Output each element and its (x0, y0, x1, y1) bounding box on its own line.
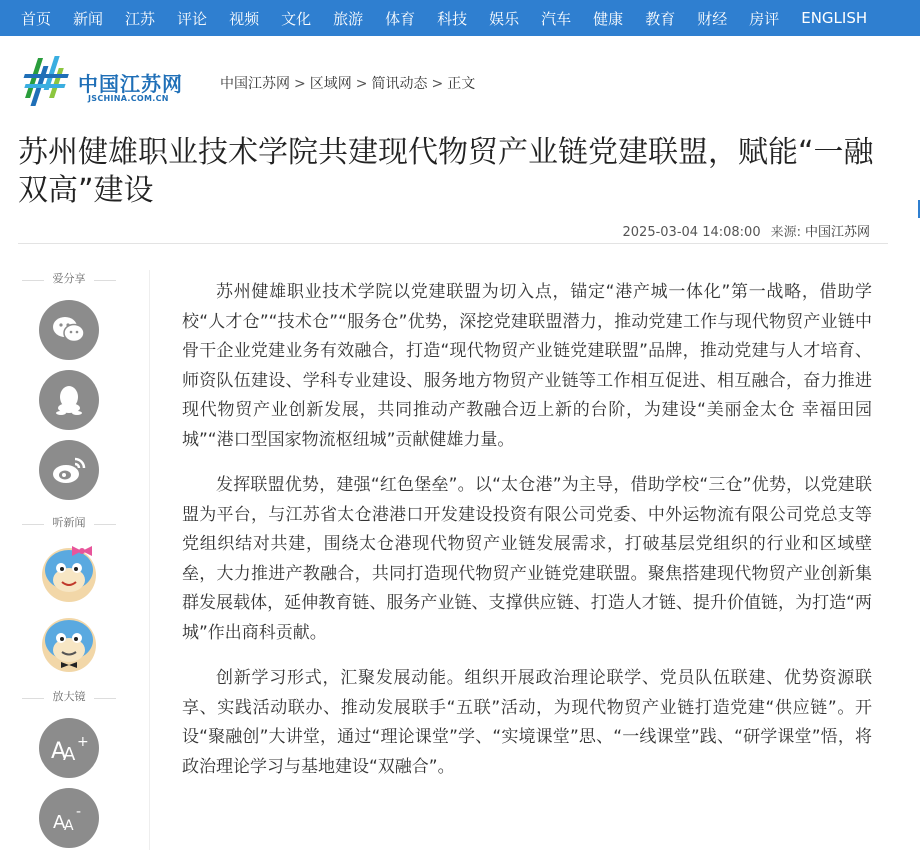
nav-item[interactable]: 文化 (281, 9, 312, 28)
svg-text:+: + (77, 734, 89, 750)
svg-text:A: A (51, 739, 67, 764)
weibo-icon (51, 455, 87, 485)
font-decrease-button[interactable] (39, 788, 99, 848)
weibo-share-button[interactable] (39, 440, 99, 500)
article-title: 苏州健雄职业技术学院共建现代物贸产业链党建联盟，赋能“一融双高”建设 (18, 135, 874, 208)
title-divider (18, 243, 888, 244)
listen-heading: 听新闻 (18, 514, 120, 534)
top-nav (0, 0, 920, 36)
nav-item[interactable]: 汽车 (541, 9, 572, 28)
article-paragraph: 苏州健雄职业技术学院以党建联盟为切入点，锚定“港产城一体化”第一战略，借助学校“人才仓”“技术仓”“服务仓”优势，深挖党建联盟潜力，推动党建工作与现代物贸产业链中骨干企业党建业务有效融合，打造“现代物贸产业链党建联盟”品牌，推动党建与人才培育、师资队伍建设、学科专业建设、服务地方物贸产业链等工作相互促进、相互融合，奋力推进现代物贸产业创新发展，共同推动产教融合迈上新的台阶，为建设“美丽金太仓 幸福田园城”“港口型国家物流枢纽城”贡献健雄力量。 (182, 282, 872, 450)
wechat-icon (52, 315, 86, 345)
zoom-heading: 放大镜 (18, 688, 120, 708)
article-date: 2025-03-04 14:08:00 (622, 225, 761, 240)
font-decrease-icon (49, 802, 89, 834)
logo-text-cn: 中国江苏网 (78, 72, 183, 96)
nav-item[interactable]: 视频 (229, 9, 260, 28)
logo-mark-icon (22, 52, 74, 112)
female-voice-mascot-icon[interactable] (38, 542, 100, 604)
nav-item[interactable]: 健康 (593, 9, 624, 28)
breadcrumb-home[interactable]: 中国江苏网 (220, 76, 290, 92)
font-increase-icon (49, 732, 89, 764)
nav-item[interactable]: 房评 (749, 9, 780, 28)
breadcrumb (220, 73, 475, 93)
sidebar-divider (149, 270, 150, 850)
source-label: 来源: (770, 225, 801, 240)
nav-item[interactable]: 娱乐 (489, 9, 520, 28)
nav-item[interactable]: 江苏 (125, 9, 156, 28)
sidebar-tools (18, 270, 120, 848)
nav-item[interactable]: 科技 (437, 9, 468, 28)
nav-item[interactable]: 教育 (645, 9, 676, 28)
font-increase-button[interactable] (39, 718, 99, 778)
site-logo[interactable] (22, 52, 192, 112)
nav-item[interactable]: 新闻 (73, 9, 104, 28)
wechat-share-button[interactable] (39, 300, 99, 360)
article-meta (623, 221, 870, 240)
share-heading: 爱分享 (18, 270, 120, 290)
nav-item[interactable]: ENGLISH (801, 9, 868, 27)
article-paragraph: 发挥联盟优势，建强“红色堡垒”。以“太仓港”为主导，借助学校“三仓”优势，以党建联盟为平台，与江苏省太仓港港口开发建设投资有限公司党委、中外运物流有限公司党总支等党组织结对共建，围绕太仓港现代物贸产业链发展需求，打破基层党组织的行业和区域壁垒，大力推进产教融合，共同打造现代物贸产业链党建联盟。聚焦搭建现代物贸产业创新集群发展载体，延伸教育链、服务产业链、支撑供应链、打造人才链、提升价值链，为打造“两城”作出商科贡献。 (182, 475, 872, 643)
top-nav-list (0, 0, 920, 36)
article-source: 中国江苏网 (804, 225, 870, 240)
nav-item[interactable]: 首页 (21, 9, 52, 28)
article-paragraph: 创新学习形式，汇聚发展动能。组织开展政治理论联学、党员队伍联建、优势资源联享、实践活动联办、推动发展联手“五联”活动，为现代物贸产业链打造党建“供应链”。开设“聚融创”大讲堂，通过“理论课堂”学、“实境课堂”思、“一线课堂”践、“研学课堂”悟，将政治理论学习与基地建设“双融合”。 (182, 668, 872, 777)
breadcrumb-current: 正文 (447, 76, 476, 92)
article-body (182, 278, 872, 798)
nav-item[interactable]: 旅游 (333, 9, 364, 28)
nav-item[interactable]: 体育 (385, 9, 416, 28)
svg-text:A: A (53, 812, 66, 833)
breadcrumb-separator: > (294, 76, 306, 92)
breadcrumb-region[interactable]: 区域网 (309, 76, 352, 92)
nav-item[interactable]: 评论 (177, 9, 208, 28)
male-voice-mascot-icon[interactable] (38, 612, 100, 674)
qq-share-button[interactable] (39, 370, 99, 430)
breadcrumb-separator: > (431, 76, 444, 92)
svg-text:A: A (63, 744, 76, 764)
breadcrumb-separator: > (355, 76, 368, 92)
svg-text:-: - (76, 804, 82, 820)
nav-item[interactable]: 财经 (697, 9, 728, 28)
qq-icon (54, 384, 84, 416)
logo-text-en: JSCHINA.COM.CN (88, 94, 169, 103)
breadcrumb-briefs[interactable]: 简讯动态 (371, 76, 428, 92)
svg-text:A: A (64, 818, 74, 834)
